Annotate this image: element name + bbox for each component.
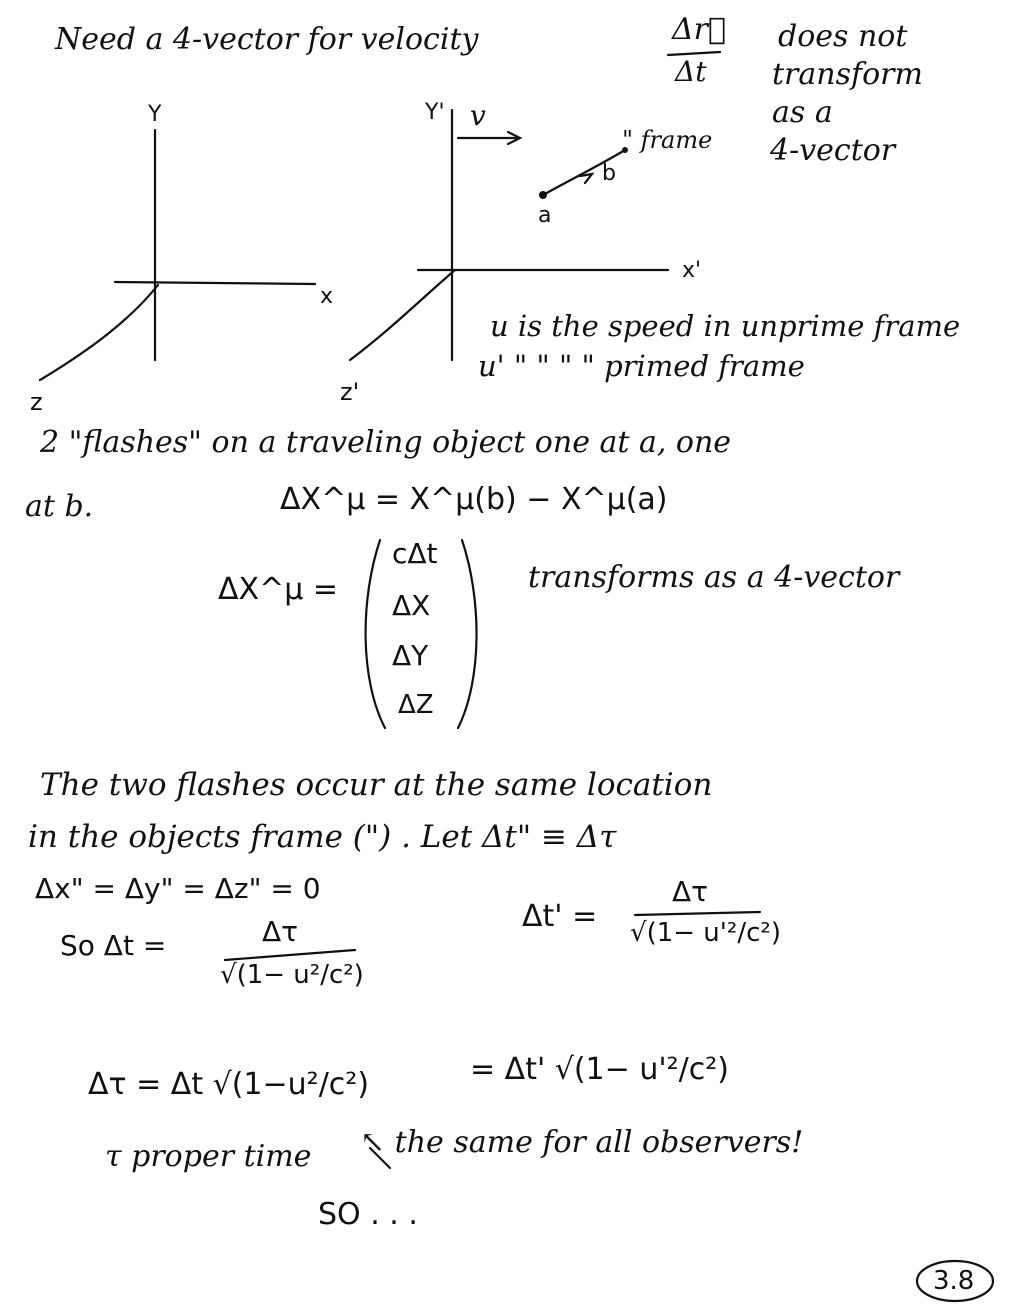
so-continuation: SO . . . <box>318 1197 418 1232</box>
unprimed-x-axis <box>115 282 315 284</box>
point-b-label: b <box>602 161 616 186</box>
dtp-lhs: Δt' = <box>522 899 598 934</box>
so-dt-lhs: So Δt = <box>60 929 167 962</box>
note-line-3: as a <box>772 95 833 130</box>
so-dt-numerator: Δτ <box>262 915 299 948</box>
matrix-entry-z: ΔZ <box>398 690 434 720</box>
matrix-lhs: ΔX^μ = <box>218 572 338 607</box>
flashes-line-1: 2 "flashes" on a traveling object one at a, one <box>40 425 732 460</box>
unprimed-x-label: x <box>320 284 334 309</box>
primed-y-label: Y' <box>425 100 445 125</box>
note-line-2: transform <box>772 57 923 92</box>
matrix-left-bracket <box>366 540 385 728</box>
proper-time-label: τ proper time <box>105 1139 312 1174</box>
velocity-label: v <box>470 99 486 132</box>
dtp-numerator: Δτ <box>672 875 709 908</box>
proper-time-equation-primed: = Δt' √(1− u'²/c²) <box>470 1052 729 1087</box>
zero-displacement-line: Δx" = Δy" = Δz" = 0 <box>35 872 321 905</box>
dtp-fraction-bar <box>635 912 760 915</box>
delta-x-equation: ΔX^μ = X^μ(b) − X^μ(a) <box>280 482 668 517</box>
note-line-1: does not <box>778 19 908 54</box>
matrix-entry-ct: cΔt <box>392 537 438 570</box>
flashes-line-2: at b. <box>25 489 94 524</box>
primed-z-axis <box>350 270 455 360</box>
matrix-right-bracket <box>458 540 477 728</box>
object-path-arrow <box>580 174 592 183</box>
speed-note-unprimed: u is the speed in unprime frame <box>490 309 961 343</box>
primed-z-label: z' <box>340 378 360 406</box>
transform-note: transforms as a 4-vector <box>528 560 900 595</box>
header-line: Need a 4-vector for velocity <box>55 22 479 57</box>
point-a-dot <box>539 191 547 199</box>
note-line-4: 4-vector <box>770 133 896 168</box>
unprimed-z-label: z <box>30 388 43 416</box>
speed-note-primed: u' " " " " primed frame <box>478 349 805 383</box>
header-fraction-numerator: Δr⃗ <box>672 12 727 47</box>
same-location-line-1: The two flashes occur at the same location <box>40 767 713 803</box>
unprimed-y-label: Y <box>148 102 162 127</box>
matrix-entry-y: ΔY <box>392 639 429 672</box>
frame-label: " frame <box>622 126 713 154</box>
page-number: 3.8 <box>933 1266 975 1296</box>
proper-time-equation: Δτ = Δt √(1−u²/c²) <box>88 1067 370 1102</box>
primed-x-label: x' <box>682 258 702 283</box>
matrix-entry-x: ΔX <box>392 589 431 622</box>
so-dt-fraction-bar <box>225 950 355 960</box>
point-a-label: a <box>538 203 552 228</box>
header-fraction-denominator: Δt <box>675 55 707 88</box>
same-location-line-2: in the objects frame (") . Let Δt" ≡ Δτ <box>28 819 617 855</box>
unprimed-z-axis <box>40 285 158 380</box>
so-dt-denominator: √(1− u²/c²) <box>220 960 364 990</box>
dtp-denominator: √(1− u'²/c²) <box>630 918 781 948</box>
same-for-all-observers-note: ↖ the same for all observers! <box>360 1125 804 1160</box>
